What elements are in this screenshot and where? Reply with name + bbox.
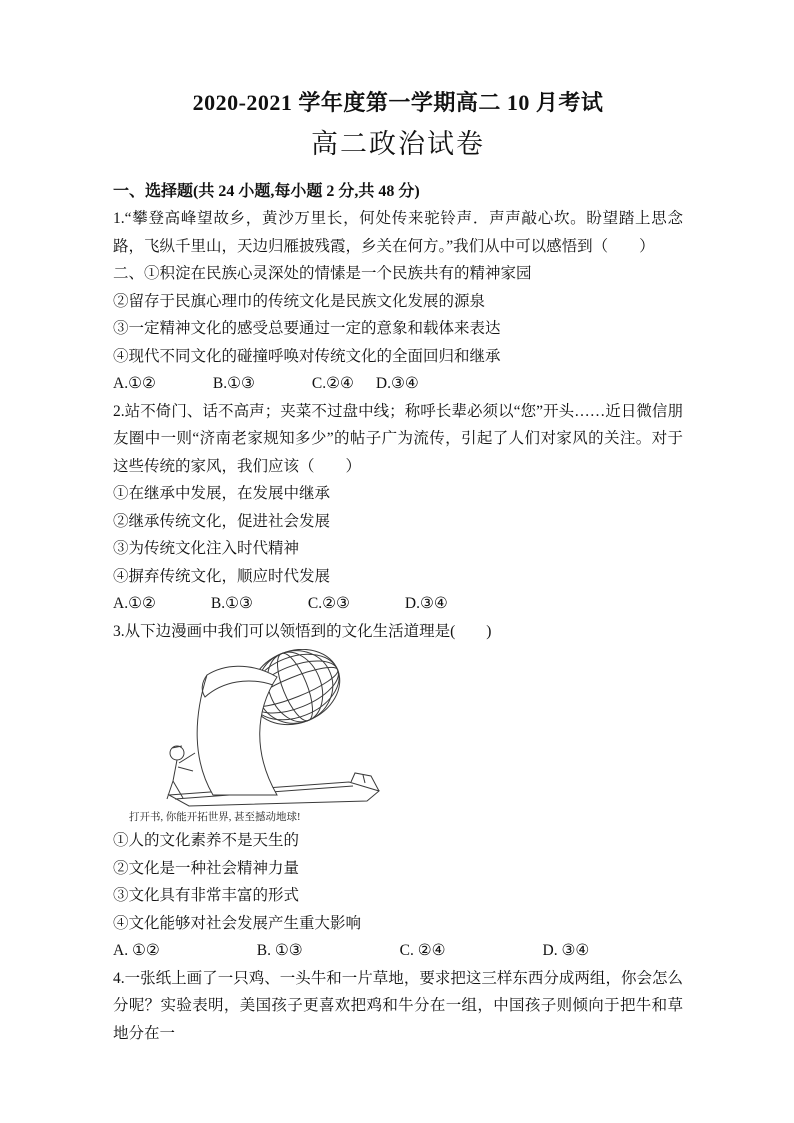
exam-title: 2020-2021 学年度第一学期高二 10 月考试 [192, 90, 604, 115]
question-2-options [113, 590, 683, 618]
question-2-option-d: D.③④ [404, 595, 448, 612]
question-3-stem: 3.从下边漫画中我们可以领悟到的文化生活道理是( ) [113, 622, 492, 640]
question-1-options [113, 370, 683, 398]
question-2-stem: 2.站不倚门、话不高声；夹菜不过盘中线；称呼长辈必须以“您”开头……近日微信朋友圈中一则“济南老家规知多少”的帖子广为流传，引起了人们对家风的关注。对于这些传统的家风，我们应该（ ） [113, 402, 683, 475]
question-3-option-a: A. ①② [113, 942, 160, 959]
question-2-item-4: ④摒弃传统文化，顺应时代发展 [113, 567, 331, 585]
question-2-option-a: A.①② [113, 595, 156, 612]
question-1-option-b: B.①③ [212, 375, 255, 392]
question-3-option-b: B. ①③ [256, 942, 303, 959]
question-3-item-1: ①人的文化素养不是天生的 [113, 832, 300, 849]
question-2-item-1: ①在继承中发展，在发展中继承 [113, 485, 331, 502]
question-1-option-d: D.③④ [375, 375, 419, 392]
question-3-option-c: C. ②④ [399, 942, 446, 959]
question-1-item-2: ②留存于民旗心理巾的传统文化是民族文化发展的源泉 [113, 292, 486, 310]
question-3-item-4: ④文化能够对社会发展产生重大影响 [113, 914, 362, 932]
question-3-item-3: ③文化具有非常丰富的形式 [113, 887, 300, 904]
question-1-item-3: ③一定精神文化的感受总要通过一定的意象和载体来表达 [113, 320, 501, 337]
question-1-option-a: A.①② [113, 375, 156, 392]
paper-subject-title: 高二政治试卷 [311, 129, 485, 159]
question-4-stem: 4.一张纸上画了一只鸡、一头牛和一片草地，要求把这三样东西分成两组，你会怎么分呢？实验表明，美国孩子更喜欢把鸡和牛分在一组，中国孩子则倾向于把牛和草地分在一 [113, 969, 683, 1042]
book-globe-comic-graphic [127, 649, 395, 809]
question-1-option-c: C.②④ [311, 375, 354, 392]
question-2-option-b: B.①③ [210, 595, 253, 612]
question-2-item-2: ②继承传统文化，促进社会发展 [113, 512, 331, 530]
comic-caption: 打开书, 你能开拓世界, 甚至撼动地球! [129, 812, 301, 823]
question-1-item-1: 二、①积淀在民族心灵深处的情愫是一个民族共有的精神家园 [113, 265, 532, 282]
question-3-options [113, 937, 683, 965]
person-figure [167, 746, 195, 799]
question-3-item-2: ②文化是一种社会精神力量 [113, 859, 300, 877]
question-1-item-4: ④现代不同文化的碰撞呼唤对传统文化的全面回归和继承 [113, 347, 501, 365]
question-2-option-c: C.②③ [307, 595, 350, 612]
question-2-item-3: ③为传统文化注入时代精神 [113, 540, 300, 557]
comic-illustration [127, 649, 395, 825]
section-1-heading: 一、选择题(共 24 小题,每小题 2 分,共 48 分) [113, 183, 420, 200]
question-1-stem: 1.“攀登高峰望故乡，黄沙万里长，何处传来驼铃声．声声敲心坎。盼望踏上思念路，飞纵千里山，天边归雁披残霞，乡关在何方。”我们从中可以感悟到（ ） [113, 210, 683, 255]
question-3-option-d: D. ③④ [542, 942, 590, 959]
